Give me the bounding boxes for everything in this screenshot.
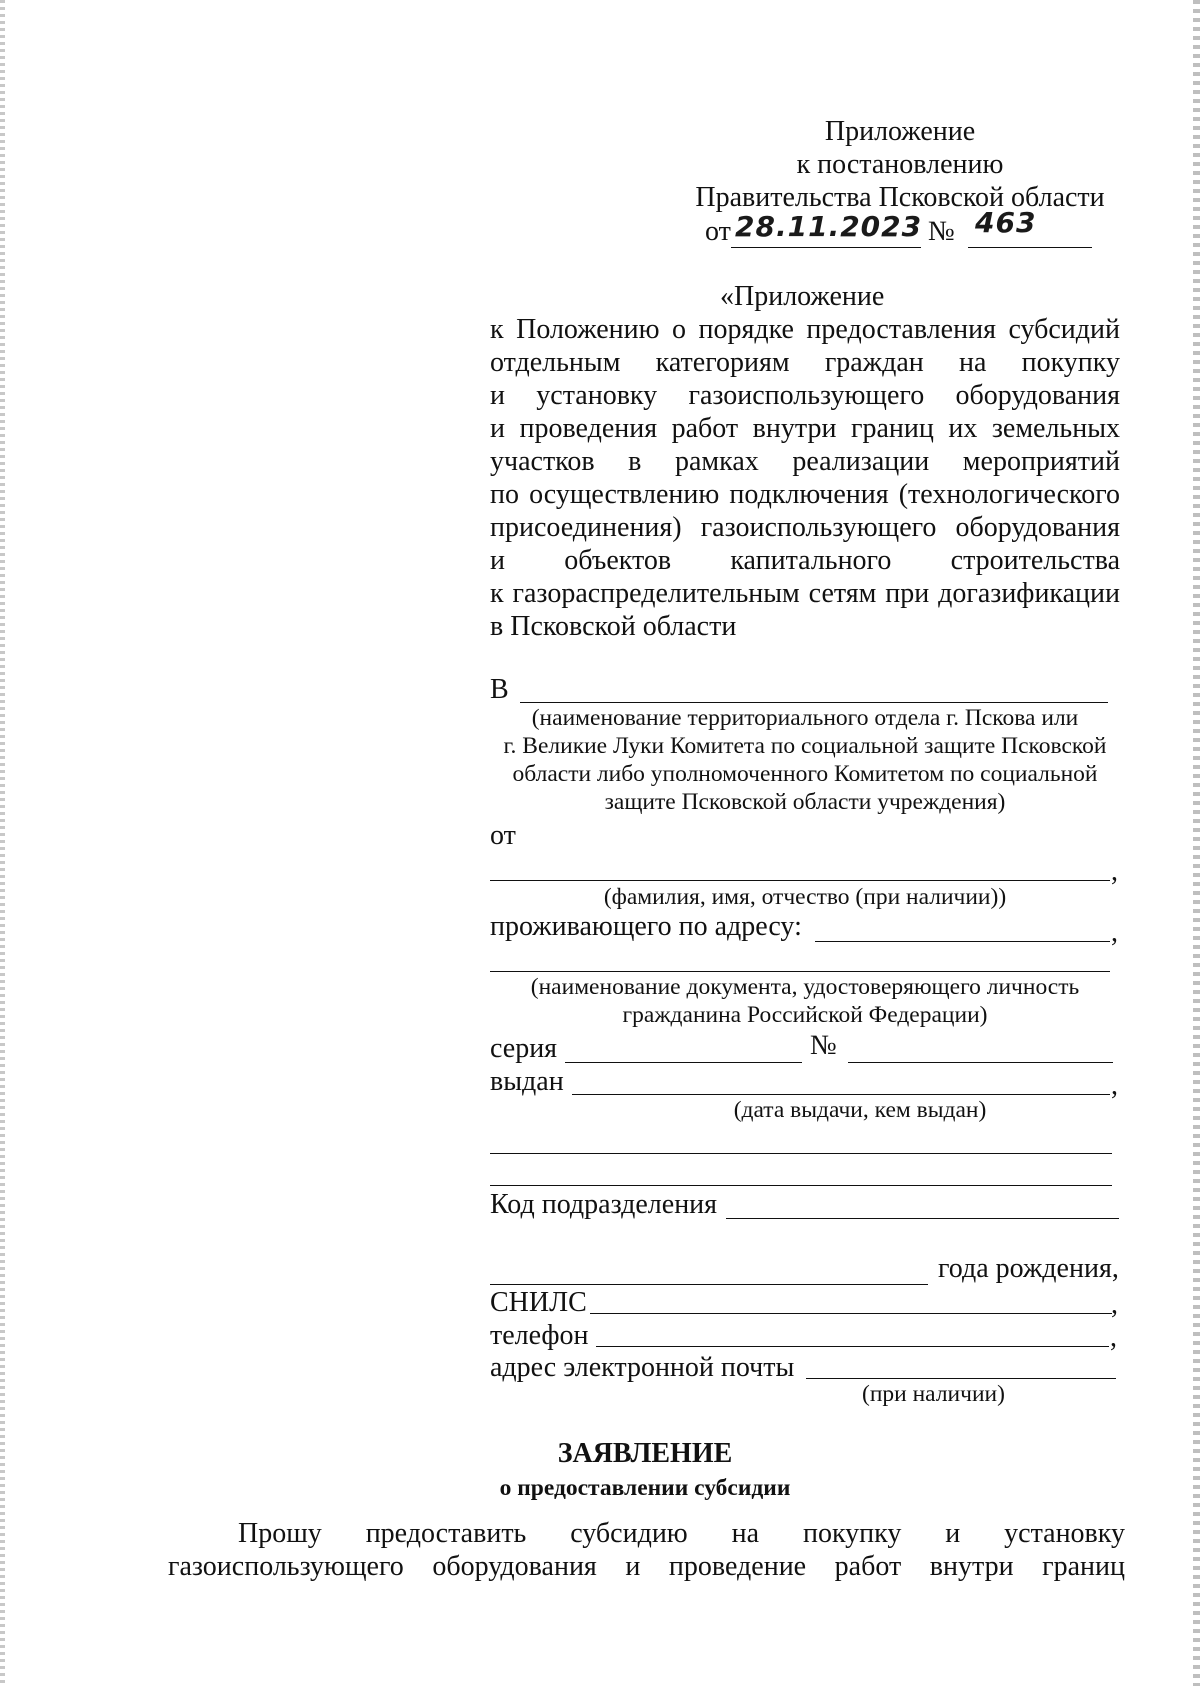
annex-line: по осуществлению подключения (технологического <box>490 479 1120 510</box>
phone-field[interactable] <box>596 1346 1109 1347</box>
to-field[interactable] <box>520 702 1108 703</box>
statement-line-1: Прошу предоставить субсидию на покупку и установку <box>238 1518 1125 1549</box>
series-field[interactable] <box>565 1062 802 1063</box>
annex-line: к Положению о порядке предоставления субсидий <box>490 314 1120 345</box>
annex-title: «Приложение <box>720 281 885 312</box>
snils-field[interactable] <box>590 1313 1112 1314</box>
annex-line: отдельным категориям граждан на покупку <box>490 347 1120 378</box>
issued-field-extra[interactable] <box>490 1153 1112 1154</box>
comma: , <box>1111 856 1118 887</box>
annex-line: к газораспределительным сетям при догазификации <box>490 578 1120 609</box>
handwritten-number: 463 <box>975 206 1037 239</box>
annex-line: и объектов капитального строительства <box>490 545 1120 576</box>
to-hint-line: защите Псковской области учреждения) <box>604 789 1006 815</box>
header-line-3: Правительства Псковской области <box>695 182 1105 213</box>
doc-hint-line: (наименование документа, удостоверяющего личность <box>530 974 1080 1000</box>
email-label: адрес электронной почты <box>490 1352 795 1383</box>
issued-label: выдан <box>490 1066 564 1097</box>
phone-label: телефон <box>490 1320 589 1351</box>
header-number-sign: № <box>928 216 955 247</box>
statement-line-2: газоиспользующего оборудования и проведение работ внутри границ <box>168 1551 1125 1582</box>
annex-last-line: в Псковской области <box>490 611 737 642</box>
issued-field-extra[interactable] <box>490 1185 1112 1186</box>
header-date-prefix: от <box>705 216 731 247</box>
header-line-1: Приложение <box>824 116 976 147</box>
annex-line: и проведения работ внутри границ их земельных <box>490 413 1120 444</box>
to-label: В <box>490 674 509 705</box>
address-field[interactable] <box>815 941 1110 942</box>
email-field[interactable] <box>806 1378 1116 1379</box>
document-field[interactable] <box>490 971 1110 972</box>
to-hint-line: области либо уполномоченного Комитетом по социальной <box>512 761 1098 787</box>
passport-number-label: № <box>810 1030 837 1061</box>
to-hint-line: (наименование территориального отдела г. Пскова или <box>531 705 1079 731</box>
scan-edge-left <box>0 0 5 1686</box>
from-label: от <box>490 820 516 851</box>
header-line-2: к постановлению <box>796 149 1004 180</box>
to-hint-line: г. Великие Луки Комитета по социальной защите Псковской <box>503 733 1107 759</box>
birth-year-field[interactable] <box>490 1284 928 1285</box>
comma: , <box>1111 1070 1118 1101</box>
date-underline <box>731 247 921 248</box>
email-hint: (при наличии) <box>862 1381 1005 1407</box>
statement-subtitle: о предоставлении субсидии <box>499 1475 791 1501</box>
division-code-label: Код подразделения <box>490 1189 718 1220</box>
handwritten-date: 28.11.2023 <box>735 210 923 243</box>
comma: , <box>1110 1322 1117 1353</box>
doc-hint-line: гражданина Российской Федерации) <box>622 1002 988 1028</box>
division-code-field[interactable] <box>726 1218 1119 1219</box>
scan-edge-right <box>1193 0 1200 1686</box>
address-label: проживающего по адресу: <box>490 911 802 942</box>
passport-number-field[interactable] <box>848 1062 1113 1063</box>
issued-hint: (дата выдачи, кем выдан) <box>733 1097 987 1123</box>
comma: , <box>1111 1289 1118 1320</box>
annex-line: участков в рамках реализации мероприятий <box>490 446 1120 477</box>
statement-title: ЗАЯВЛЕНИЕ <box>557 1438 733 1469</box>
annex-line: и установку газоиспользующего оборудования <box>490 380 1120 411</box>
birth-year-label: года рождения, <box>938 1253 1119 1284</box>
number-underline <box>968 247 1092 248</box>
name-hint: (фамилия, имя, отчество (при наличии)) <box>603 884 1007 910</box>
issued-field[interactable] <box>572 1094 1110 1095</box>
comma: , <box>1111 917 1118 948</box>
snils-label: СНИЛС <box>490 1287 587 1318</box>
full-name-field[interactable] <box>490 880 1110 881</box>
annex-line: присоединения) газоиспользующего оборудования <box>490 512 1120 543</box>
series-label: серия <box>490 1033 558 1064</box>
